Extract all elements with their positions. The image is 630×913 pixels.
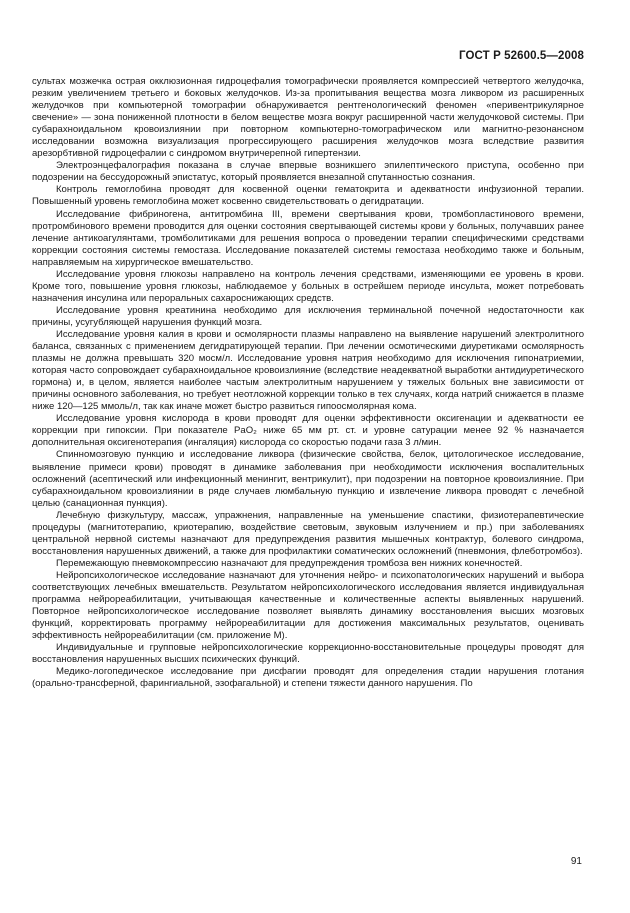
paragraph-potassium: Исследование уровня калия в крови и осмолярности плазмы направлено на выявление нарушений электролитного баланса, связанных с применением дегидратирующей терапии. При лечении осмотическими диуретиками осмолярность плазмы не должна превышать 320 мосм/л. Исследование уровня натрия необходимо для исключения гипонатриемии, которая часто сопровождает субарахноидальное кровоизлияние (вследствие неадекватной выработки антидиуретического гормона) и, в целом, является наиболее частым электролитным нарушением у тяжелых больных вне зависимости от причины основного заболевания, но требует неотложной коррекции только в тех случаях, когда натрий снижается в плазме ниже 120—125 ммоль/л, так как иначе может быстро развиться гипоосмолярная кома.: [32, 328, 584, 413]
document-body: [32, 76, 584, 690]
page-number: 91: [570, 856, 582, 867]
paragraph-eeg: Электроэнцефалография показана в случае впервые возникшего эпилептического приступа, особенно при подозрении на бессудорожный эпистатус, который проявляется внезапной спутанностью сознания.: [32, 160, 584, 184]
paragraph-creatinine: Исследование уровня креатинина необходимо для исключения терминальной почечной недостаточности как причины, усугубляющей нарушения функций мозга.: [32, 304, 584, 328]
paragraph-neuropsychology: Нейропсихологическое исследование назначают для уточнения нейро- и психопатологических нарушений и выбора соответствующих лечебных вмешательств. Результатом нейропсихологического исследования является индивидуальная программа нейрореабилитации, учитывающая качественные и количественные аспекты выявленных нарушений. Повторное нейропсихологическое исследование позволяет выявлять динамику восстановления высших мозговых функций, корректировать программу нейрореабилитации для достижения максимальных результатов, оценивать эффективность нейрореабилитации (см. приложение М).: [32, 569, 584, 642]
paragraph-glucose: Исследование уровня глюкозы направлено на контроль лечения средствами, изменяющими ее уровень в крови. Кроме того, повышение уровня глюкозы, наблюдаемое у больных в острейшем периоде инсульта, может потребовать назначения инсулина или пероральных сахароснижающих средств.: [32, 268, 584, 304]
paragraph-dysphagia: Медико-логопедическое исследование при дисфагии проводят для определения стадии нарушения глотания (орально-трансферной, фарингиальной, эзофагальной) и степени тяжести данного нарушения. По: [32, 666, 584, 690]
paragraph-hemoglobin: Контроль гемоглобина проводят для косвенной оценки гематокрита и адекватности инфузионной терапии. Повышенный уровень гемоглобина может косвенно свидетельствовать о дегидратации.: [32, 184, 584, 208]
paragraph-oxygen: Исследование уровня кислорода в крови проводят для оценки эффективности оксигенации и адекватности ее коррекции при гипоксии. При показателе PaO₂ ниже 65 мм рт. ст. и уровне сатурации менее 92 % назначается дополнительная оксигенотерапия (ингаляция) кислорода со скоростью подачи газа 3 л/мин.: [32, 413, 584, 449]
paragraph-rehabilitation: Индивидуальные и групповые нейропсихологические коррекционно-восстановительные процедуры проводят для восстановления нарушенных высших психических функций.: [32, 642, 584, 666]
paragraph-lumbar-puncture: Спинномозговую пункцию и исследование ликвора (физические свойства, белок, цитологическое исследование, выявление примеси крови) проводят в динамике заболевания при необходимости исключения воспалительных осложнений (асептический или инфекционный менингит, вентрикулит), при подозрении на повторное кровоизлияние. При субарахноидальном кровоизлиянии в ряде случаев люмбальную пункцию и извлечение ликвора проводят с лечебной целью (санационная пункция).: [32, 449, 584, 509]
paragraph-hydrocephalus: сультах мозжечка острая окклюзионная гидроцефалия томографически проявляется компрессией четвертого желудочка, резким увеличением третьего и боковых желудочков. Из-за пропитывания вещества мозга ликвором из расширенных желудочков при компьютерной томографии обнаруживается рентгенологический феномен «перивентрикулярное свечение» — зона пониженной плотности в белом веществе мозга вокруг расширенной части желудочковой системы. При субарахноидальном кровоизлиянии при повторном компьютерно-томографическом или магнитно-резонансном исследовании возможна визуализация прогрессирующего расширения желудочков мозга вследствие развития арезорбтивной гидроцефалии с синдромом внутричерепной гипертензии.: [32, 76, 584, 160]
paragraph-physiotherapy: Лечебную физкультуру, массаж, упражнения, направленные на уменьшение спастики, физиотерапевтические процедуры (магнитотерапию, криотерапию, воздействие световым, звуковым излучением и пр.) при заболеваниях центральной нервной системы назначают для предупреждения развития мышечных контрактур, болевого синдрома, восстановления нарушенных движений, а также для профилактики соматических осложнений (пневмония, флеботромбоз).: [32, 509, 584, 557]
paragraph-fibrinogen: Исследование фибриногена, антитромбина III, времени свертывания крови, тромбопластинового времени, протромбинового времени проводится для оценки состояния свертывающей системы крови у больных, получавших ранее лечение антикоагулянтами, тромболитиками для решения вопроса о проведении терапии специфическими средствами коррекции состояния системы гемостаза. Исследование показателей системы гемостаза необходимо также и больным, направляемым на хирургическое вмешательство.: [32, 208, 584, 268]
paragraph-pneumocompression: Перемежающую пневмокомпрессию назначают для предупреждения тромбоза вен нижних конечностей.: [56, 557, 523, 569]
standard-designation: ГОСТ Р 52600.5—2008: [459, 50, 584, 62]
